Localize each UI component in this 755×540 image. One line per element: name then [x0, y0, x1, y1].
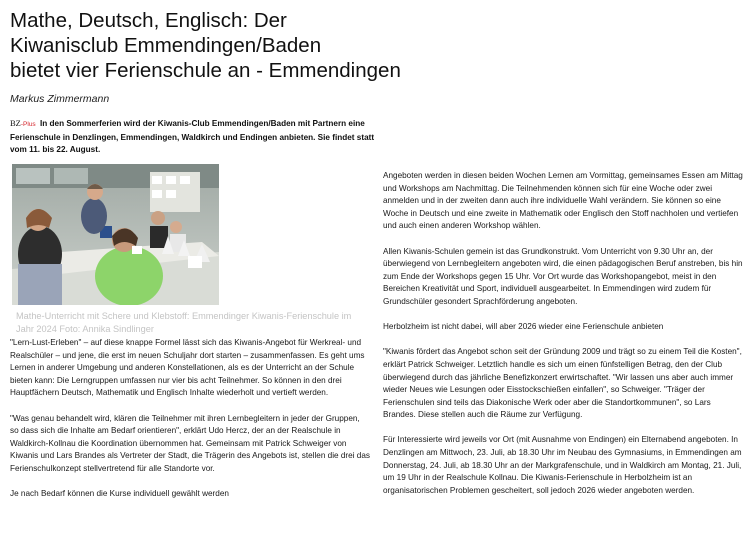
- article-body-left: [10, 337, 370, 513]
- plus-badge: -Plus: [20, 121, 36, 128]
- bz-logo: BZ: [10, 118, 21, 128]
- body-paragraph: Für Interessierte wird jeweils vor Ort (mit Ausnahme von Endingen) ein Elternabend angeboten. In Denzlingen am Mittwoch, 23. Juli, ab 18.30 Uhr im Neubau des Gymnasiums, in Emmendingen am Donnerstag, 24. Juli, ab 18.30 Uhr an der Markgrafenschule, und in Waldkirch am Montag, 21. Juli, um 19 Uhr in der Realschule Kollnau. Die Kiwanis-Ferienschule in Herbolzheim ist an organisatorischen Problemen gescheitert, soll jedoch 2026 wieder angeboten werden.: [383, 435, 742, 495]
- body-paragraph: Allen Kiwanis-Schulen gemein ist das Grundkonstrukt. Vom Unterricht von 9.30 Uhr an, der überwiegend von Lernbegleitern angeboten wird, die einen pädagogischen Beruf anstreben, bis hin zum Ende der Workshops gegen 15 Uhr. Vor Ort wurde das Workshopangebot, meist in den Bereichen Kreativität und Sport, individuell ausgearbeitet. In Emmendingen wird zudem für Grundschüler gesondert Sprachförderung angeboten.: [383, 246, 743, 306]
- photo-caption: Mathe-Unterricht mit Schere und Klebstoff: Emmendinger Kiwanis-Ferienschule im Jahr 2024 Foto: Annika Sindlinger: [16, 311, 352, 334]
- title-line-2: Kiwanisclub Emmendingen/Baden: [10, 34, 322, 57]
- article-body-right: [383, 170, 745, 510]
- body-paragraph: "Lern-Lust-Erleben" – auf diese knappe Formel lässt sich das Kiwanis-Angebot für Werkreal- und Realschüler – und jene, die erst im neuen Schuljahr dort starten – zusammenfassen. Es geht ums Lernen in anderer Umgebung und anderen Konstellationen, als es der Unterricht an der Schule bieten kann: Die Lerngruppen umfassen nur vier bis acht Teilnehmer. So können in den drei Hauptfächern Deutsch, Mathematik und Englisch Inhalte wiederholt und vertieft werden.: [10, 338, 365, 398]
- article-photo[interactable]: [12, 164, 219, 305]
- subheading: Je nach Bedarf können die Kurse individuell gewählt werden: [10, 489, 229, 499]
- article-lead: [10, 117, 375, 157]
- body-paragraph: "Kiwanis fördert das Angebot schon seit der Gründung 2009 und trägt so zu einem Teil die Kosten", erklärt Patrick Schweiger. Letztlich handle es sich um einen fünfstelligen Betrag, den der Club überwiegend durch das jährliche Benefizkonzert erwirtschaftet. "Wir lassen uns aber auch immer wieder Neues wie Lesungen oder Eisstockschießen einfallen", so Schweiger. "Träger der Ferienschulen sind teils das Diakonische Werk oder aber die Standortkommunen", so Lars Brandes. Diese stellen auch die Räume zur Verfügung.: [383, 347, 742, 420]
- title-line-1: Mathe, Deutsch, Englisch: Der: [10, 9, 287, 32]
- article-title: [10, 8, 750, 83]
- title-line-3: bietet vier Ferienschule an - Emmendingen: [10, 59, 401, 82]
- body-paragraph: "Was genau behandelt wird, klären die Teilnehmer mit ihren Lernbegleitern in jeder der Gruppen, so dass sich die Inhalte am Bedarf orientieren", erklärt Udo Hercz, der an der Realschule in Waldkirch-Kollnau die Koordination übernommen hat. Gemeinsam mit Patrick Schweiger von Kiwanis und Lars Brandes als Vertreter der Stadt, die Trägerin des Angebots ist, stellen die drei das Ferienschulkonzept stellvertretend für alle Standorte vor.: [10, 413, 370, 473]
- author-name[interactable]: Markus Zimmermann: [10, 93, 110, 105]
- lead-text: In den Sommerferien wird der Kiwanis-Club Emmendingen/Baden mit Partnern eine Ferienschule in Denzlingen, Emmendingen, Waldkirch und Endingen anbieten. Sie findet statt vom 11. bis 22. August.: [10, 119, 375, 155]
- subheading: Herbolzheim ist nicht dabei, will aber 2026 wieder eine Ferienschule anbieten: [383, 322, 664, 332]
- body-paragraph: Angeboten werden in diesen beiden Wochen Lernen am Vormittag, gemeinsames Essen am Mittag und Workshops am Nachmittag. Die Teilnehmenden können sich für eine Woche oder zwei anmelden und in der zweiten dann auch ihre individuelle Wahl verändern. Sie können so eine Woche in Deutsch und eine zweite in Mathematik oder Englisch den Stoff nachholen und vertiefen und auch einen anderen Workshop wählen.: [383, 171, 743, 231]
